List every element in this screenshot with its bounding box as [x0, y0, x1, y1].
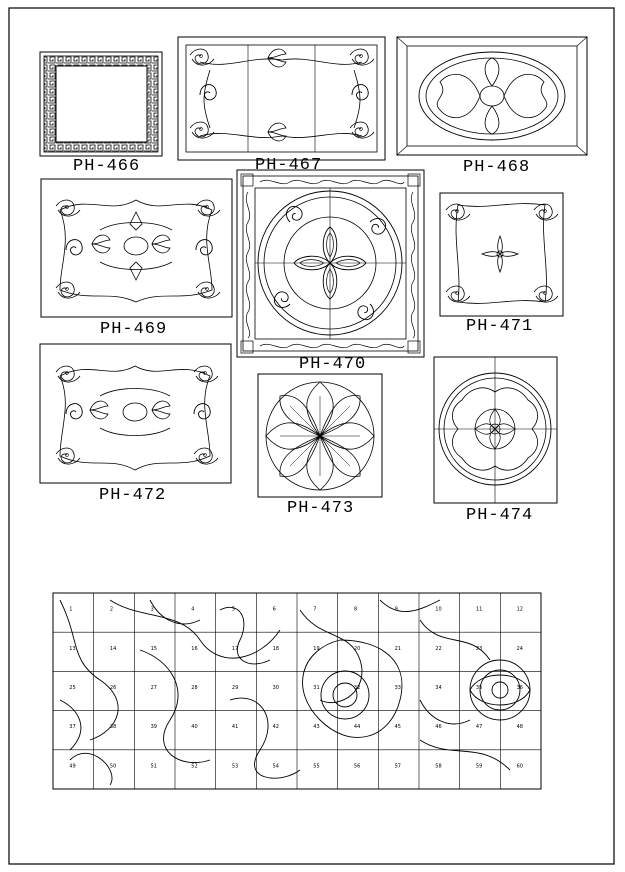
tile-number: 30	[272, 685, 279, 692]
tile-number: 12	[516, 606, 523, 613]
tile-number: 35	[475, 685, 483, 692]
tile-number: 10	[435, 606, 442, 613]
tile-number: 28	[191, 685, 198, 692]
tile-number: 36	[516, 685, 523, 692]
tile-number: 26	[109, 685, 117, 692]
label-ph-469: PH-469	[100, 320, 168, 339]
tile-grid-lines	[53, 593, 541, 789]
tile-number: 11	[475, 606, 483, 613]
tile-number: 44	[353, 724, 361, 731]
tile-number: 56	[353, 763, 361, 770]
tile-number: 49	[69, 763, 76, 770]
tile-number: 43	[313, 724, 320, 731]
tile-number: 38	[109, 724, 117, 731]
tile-number: 17	[231, 645, 239, 652]
tile-number: 27	[150, 685, 157, 692]
tile-number: 5	[231, 606, 236, 613]
label-ph-468: PH-468	[463, 158, 531, 177]
panel-ph-470	[237, 170, 424, 357]
tile-number: 6	[272, 606, 276, 613]
tile-number: 48	[516, 724, 523, 731]
panel-ph-472	[40, 344, 231, 483]
tile-number: 7	[313, 606, 317, 613]
panel-ph-467	[178, 37, 385, 160]
tile-layout-grid	[53, 593, 541, 789]
panel-ph-474	[434, 357, 557, 503]
tile-number: 51	[150, 763, 157, 770]
label-ph-471: PH-471	[466, 317, 534, 336]
tile-number: 20	[353, 645, 361, 652]
tile-number: 57	[394, 763, 401, 770]
label-ph-474: PH-474	[466, 506, 534, 525]
tile-number: 37	[69, 724, 76, 731]
tile-number: 59	[475, 763, 483, 770]
tile-number: 47	[475, 724, 483, 731]
label-ph-472: PH-472	[99, 486, 167, 505]
tile-number: 8	[353, 606, 358, 613]
tile-number: 13	[69, 645, 76, 652]
tile-number: 16	[191, 645, 198, 652]
tile-number: 40	[191, 724, 198, 731]
tile-number: 31	[313, 685, 320, 692]
tile-number: 1	[69, 606, 73, 613]
panel-ph-473	[258, 374, 382, 497]
tile-number: 52	[191, 763, 198, 770]
tile-number: 22	[435, 645, 442, 652]
tile-number: 9	[394, 606, 398, 613]
tile-number: 21	[394, 645, 401, 652]
tile-number: 25	[69, 685, 76, 692]
tile-number: 32	[353, 685, 361, 692]
tile-number: 18	[272, 645, 279, 652]
tile-number: 19	[313, 645, 320, 652]
tile-number: 58	[435, 763, 442, 770]
tile-number: 50	[109, 763, 117, 770]
label-ph-467: PH-467	[255, 156, 323, 175]
tile-number: 23	[475, 645, 483, 652]
tile-number: 42	[272, 724, 279, 731]
label-ph-473: PH-473	[287, 499, 355, 518]
tile-grid-numbers	[69, 607, 523, 770]
label-ph-470: PH-470	[299, 355, 367, 374]
tile-number: 29	[231, 685, 239, 692]
tile-number: 33	[394, 685, 401, 692]
panel-ph-471	[440, 193, 563, 316]
panel-ph-466	[40, 52, 162, 156]
tile-number: 4	[191, 606, 195, 613]
tile-number: 41	[231, 724, 239, 731]
tile-number: 39	[150, 724, 157, 731]
tile-number: 15	[150, 645, 157, 652]
tile-number: 3	[150, 606, 154, 613]
tile-number: 24	[516, 645, 523, 652]
tile-number: 55	[313, 763, 320, 770]
label-ph-466: PH-466	[73, 157, 141, 176]
tile-number: 34	[435, 685, 442, 692]
panel-ph-468	[397, 37, 587, 155]
tile-number: 2	[109, 606, 114, 613]
tile-number: 53	[231, 763, 239, 770]
tile-number: 14	[109, 645, 117, 652]
tile-number: 54	[272, 763, 279, 770]
panel-ph-469	[41, 179, 232, 317]
tile-number: 60	[516, 763, 523, 770]
tile-number: 46	[435, 724, 442, 731]
tile-number: 45	[394, 724, 401, 731]
